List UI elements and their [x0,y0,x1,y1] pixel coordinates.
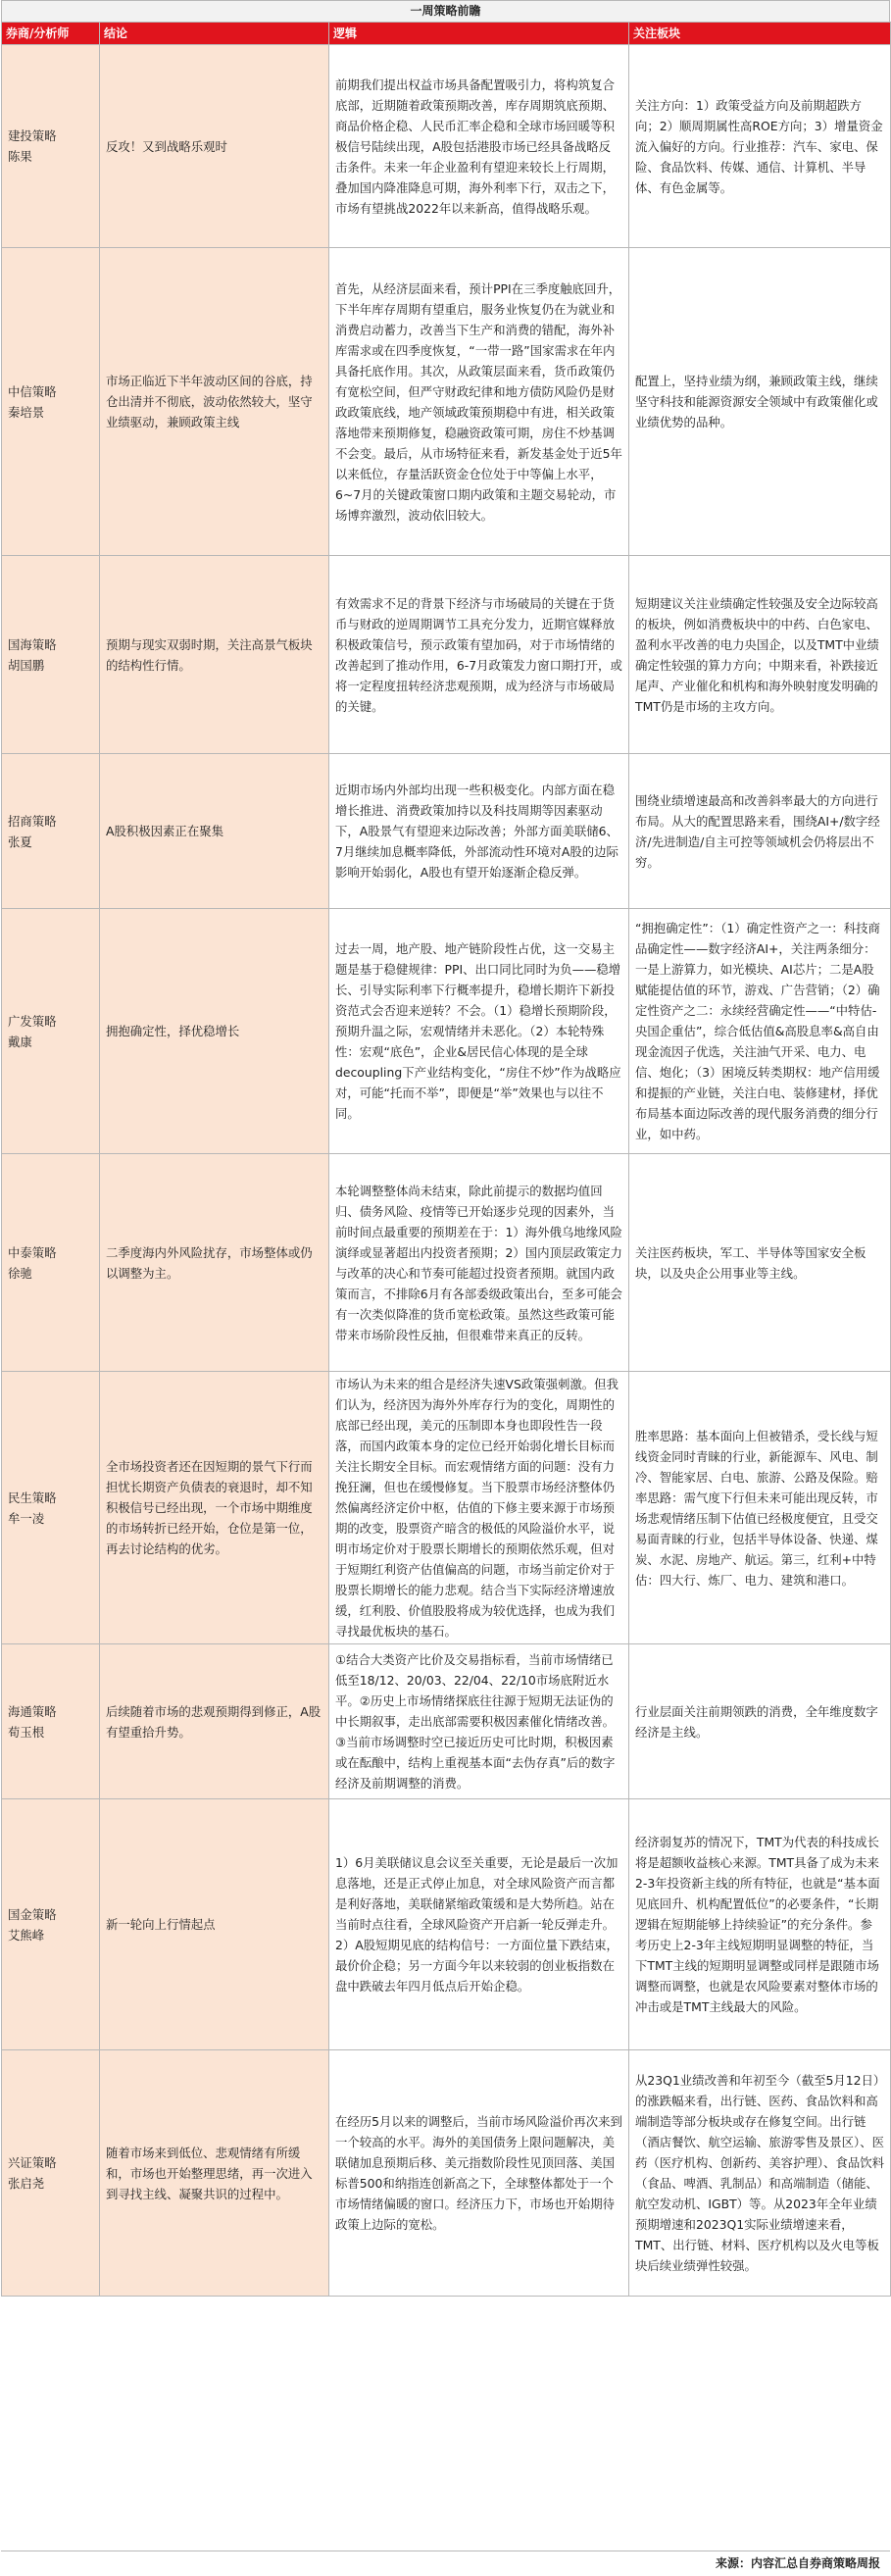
table-row [2,1372,891,1644]
broker-cell [2,1154,100,1372]
logic-cell: 1）6月美联储议息会议至关重要，无论是最后一次加息落地，还是正式停止加息，对全球风险资产而言都是利好落地，美联储紧缩政策缓和是大势所趋。站在当前时点往看，全球风险资产开启新一轮反弹走升。2）A股短期见底的结构信号：一方面位量下跌结束，最价价企稳；另一方面今年以来较弱的创业板指数在盘中跌破去年四月低点后开始企稳。 [329,1799,629,2050]
logic-cell: 本轮调整整体尚未结束，除此前提示的数据均值回归、债务风险、疫情等已开始逐步兑现的因素外，当前时间点最重要的预期差在于：1）海外俄乌地缘风险演绎或显著超出内投资者预期；2）国内顶层政策定力与改革的决心和节奏可能超过投资者预期。就国内政策而言，不排除6月有各部委级政策出台，至多可能会有一次类似降准的货币宽松政策。虽然这些政策可能带来市场阶段性反抽，但很难带来真正的反转。 [329,1154,629,1372]
broker-cell [2,1372,100,1644]
analyst-name: 张启尧 [8,2176,45,2191]
focus-cell: 围绕业绩增速最高和改善斜率最大的方向进行布局。从大的配置思路来看，围绕AI+/数字经济/先进制造/自主可控等领域机会仍将层出不穷。 [629,754,891,909]
broker-name: 国海策略 [8,636,57,652]
focus-cell: 从23Q1业绩改善和年初至今（截至5月12日）的涨跌幅来看，出行链、医药、食品饮料和高端制造等部分板块或存在修复空间。出行链（酒店餐饮、航空运输、旅游零售及景区）、医药（医疗机构、创新药、美容护理）、食品饮料（食品、啤酒、乳制品）和高端制造（储能、航空发动机、IGBT）等。从2023年全年业绩预期增速和2023Q1实际业绩增速来看，TMT、出行链、材料、医疗机构以及火电等板块后续业绩弹性较强。 [629,2050,891,2297]
analyst-name: 戴康 [8,1034,32,1049]
conclusion-cell: 二季度海内外风险扰存，市场整体或仍以调整为主。 [100,1154,329,1372]
analyst-name: 徐驰 [8,1265,32,1281]
conclusion-cell: 新一轮向上行情起点 [100,1799,329,2050]
logic-cell: 近期市场内外部均出现一些积极变化。内部方面在稳增长推进、消费政策加持以及科技周期等因素驱动下，A股景气有望迎来边际改善；外部方面美联储6、7月继续加息概率降低，外部流动性环境对A股的边际影响开始弱化，A股也有望开始逐渐企稳反弹。 [329,754,629,909]
broker-name: 国金策略 [8,1906,57,1922]
broker-cell [2,1799,100,2050]
broker-name: 兴证策略 [8,2155,57,2170]
broker-cell [2,248,100,556]
broker-cell [2,1644,100,1799]
table-row [2,556,891,754]
conclusion-cell: 全市场投资者还在因短期的景气下行而担忧长期资产负债表的衰退时，却不知积极信号已经出现，一个市场中期维度的市场转折已经开始，仓位是第一位，再去讨论结构的优劣。 [100,1372,329,1644]
conclusion-cell: 预期与现实双弱时期，关注高景气板块的结构性行情。 [100,556,329,754]
logic-cell: 首先，从经济层面来看，预计PPI在三季度触底回升，下半年库存周期有望重启，服务业恢复仍在为就业和消费启动蓄力，改善当下生产和消费的错配，海外补库需求或在四季度恢复，“一带一路”国家需求在年内具备托底作用。其次，从政策层面来看，货币政策仍有宽松空间，但严守财政纪律和地方债防风险仍是财政政策底线，地产领域政策预期稳中有进，相关政策落地带来预期修复，稳融资政策可期，房住不炒基调不会变。最后，从市场特征来看，新发基金处于近5年以来低位，存量活跃资金仓位处于中等偏上水平，6~7月的关键政策窗口期内政策和主题交易轮动，市场博弈激烈，波动依旧较大。 [329,248,629,556]
table-row [2,248,891,556]
broker-name: 民生策略 [8,1490,57,1505]
conclusion-cell: 市场正临近下半年波动区间的谷底，持仓出清并不彻底，波动依然较大，坚守业绩驱动，兼顾政策主线 [100,248,329,556]
header-broker: 券商/分析师 [2,23,100,45]
analyst-name: 胡国鹏 [8,657,45,673]
table-row [2,1644,891,1799]
header-focus: 关注板块 [629,23,891,45]
conclusion-cell: 反攻！又到战略乐观时 [100,45,329,248]
analyst-name: 荀玉根 [8,1724,45,1740]
logic-cell: 市场认为未来的组合是经济失速VS政策强刺激。但我们认为，经济因为海外外库存行为的变化，周期性的底部已经出现，美元的压制即本身也即段性告一段落，而国内政策本身的定位已经开始弱化增长目标而关注长期安全目标。而宏观情绪方面的问题：没有力挽狂澜，但也在缓慢修复。当下股票市场经济整体仍然偏离经济定价中枢，估值的下修主要来源于市场预期的改变，股票资产暗含的极低的风险溢价水平，说明市场定价对于股票长期增长的预期依然乐观，但对于短期红利资产估值偏高的问题，市场当前定价对于股票长期增长的能力悲观。结合当下实际经济增速放缓，红利股、价值股股将成为较优选择，也成为我们寻找最优板块的基石。 [329,1372,629,1644]
analyst-name: 牟一凌 [8,1510,45,1526]
broker-name: 海通策略 [8,1703,57,1719]
header-conclusion: 结论 [100,23,329,45]
focus-cell: “拥抱确定性”：（1）确定性资产之一：科技商品确定性——数字经济AI+，关注两条细分：一是上游算力，如光模块、AI芯片；二是A股赋能提估值的环节，游戏、广告营销；（2）确定性资产之二：永续经营确定性——“中特估-央国企重估”，综合低估值&高股息率&高自由现金流因子优选，关注油气开采、电力、电信、炮化；（3）困境反转类期权：地产信用缓和提振的产业链，关注白电、装修建材，择优布局基本面边际改善的现代服务消费的细分行业，如中药。 [629,909,891,1154]
broker-name: 建投策略 [8,128,57,143]
table-row [2,45,891,248]
conclusion-cell: 拥抱确定性，择优稳增长 [100,909,329,1154]
broker-cell [2,45,100,248]
logic-cell: 有效需求不足的背景下经济与市场破局的关键在于货币与财政的逆周期调节工具充分发力，近期官媒释放积极政策信号，预示政策有望加码，对于市场情绪的改善起到了推动作用，6-7月政策发力窗口期打开，或将一定程度扭转经济悲观预期，成为经济与市场破局的关键。 [329,556,629,754]
broker-cell [2,556,100,754]
analyst-name: 张夏 [8,833,32,849]
focus-cell: 配置上，坚持业绩为纲，兼顾政策主线，继续坚守科技和能源资源安全领域中有政策催化或业绩优势的品种。 [629,248,891,556]
source-footer: 来源：内容汇总自券商策略周报 [1,2551,890,2576]
analyst-name: 艾熊峰 [8,1927,45,1943]
broker-cell [2,909,100,1154]
analyst-name: 陈果 [8,149,32,164]
table-body [2,45,891,2297]
broker-name: 中信策略 [8,383,57,399]
table-row [2,1799,891,2050]
logic-cell: 过去一周，地产股、地产链阶段性占优，这一交易主题是基于稳健规律：PPI、出口同比同时为负——稳增长、引导实际利率下行概率提升，稳增长期许下新投资范式会否迎来逆转？不会。（1）稳增长预期阶段，预期升温之际，宏观情绪并未恶化。（2）本轮特殊性：宏观“底色”，企业&居民信心体现的是全球decoupling下产业结构变化，“房住不炒”作为战略应对，可能“托而不举”，即便是“举”效果也与以往不同。 [329,909,629,1154]
broker-name: 中泰策略 [8,1244,57,1260]
conclusion-cell: 后续随着市场的悲观预期得到修正，A股有望重拾升势。 [100,1644,329,1799]
focus-cell: 胜率思路：基本面向上但被错杀，受长线与短线资金同时青睐的行业，新能源车、风电、制冷、智能家居、白电、旅游、公路及保险。赔率思路：需气度下行但未来可能出现反转，市场悲观情绪压制下估值已经极度便宜，且受交易面青睐的行业，包括半导体设备、快递、煤炭、水泥、房地产、航运。第三，红利+中特估：四大行、炼厂、电力、建筑和港口。 [629,1372,891,1644]
broker-name: 招商策略 [8,813,57,829]
logic-cell: 前期我们提出权益市场具备配置吸引力，将构筑复合底部，近期随着政策预期改善，库存周期筑底预期、商品价格企稳、人民币汇率企稳和全球市场回暖等积极信号陆续出现，A股包括港股市场已经具备战略反击条件。未来一年企业盈利有望迎来较长上行周期，叠加国内降准降息可期，海外利率下行，双击之下，市场有望挑战2022年以来新高，值得战略乐观。 [329,45,629,248]
focus-cell: 关注医药板块，军工、半导体等国家安全板块，以及央企公用事业等主线。 [629,1154,891,1372]
focus-cell: 短期建议关注业绩确定性较强及安全边际较高的板块，例如消费板块中的中药、白色家电、盈利水平改善的电力央国企，以及TMT中业绩确定性较强的算力方向；中期来看，补跌接近尾声、产业催化和机构和海外映射度发明确的TMT仍是市场的主攻方向。 [629,556,891,754]
header-logic: 逻辑 [329,23,629,45]
table-header-row [2,23,891,45]
logic-cell: ①结合大类资产比价及交易指标看，当前市场情绪已低至18/12、20/03、22/04、22/10市场底附近水平。②历史上市场情绪探底往往源于短期无法证伪的中长期叙事，走出底部需要积极因素催化情绪改善。③当前市场调整时空已接近历史可比时期，积极因素或在酝酿中，结构上重视基本面“去伪存真”后的数字经济及前期调整的消费。 [329,1644,629,1799]
conclusion-cell: A股积极因素正在聚集 [100,754,329,909]
analyst-name: 秦培景 [8,404,45,420]
table-row [2,909,891,1154]
logic-cell: 在经历5月以来的调整后，当前市场风险溢价再次来到一个较高的水平。海外的美国债务上限问题解决，美联储加息预期后移、美元指数阶段性见顶回落、美国标普500和纳指连创新高之下，全球整体都处于一个市场情绪偏暖的窗口。经济压力下，市场也开始期待政策上边际的宽松。 [329,2050,629,2297]
broker-name: 广发策略 [8,1013,57,1029]
conclusion-cell: 随着市场来到低位、悲观情绪有所缓和，市场也开始整理思绪，再一次进入到寻找主线、凝聚共识的过程中。 [100,2050,329,2297]
table-row [2,2050,891,2297]
broker-cell [2,2050,100,2297]
focus-cell: 经济弱复苏的情况下，TMT为代表的科技成长将是超额收益核心来源。TMT具备了成为未来2-3年投资新主线的所有特征，也就是“基本面见底回升、机构配置低位”的必要条件，“长期逻辑在短期能够上持续验证”的充分条件。参考历史上2-3年主线短期明显调整的特征，当下TMT主线的短期明显调整或同样是跟随市场调整而调整，也就是农风险要素对整体市场的冲击或是TMT主线最大的风险。 [629,1799,891,2050]
focus-cell: 关注方向：1）政策受益方向及前期超跌方向；2）顺周期属性高ROE方向；3）增量资金流入偏好的方向。行业推荐：汽车、家电、保险、食品饮料、传媒、通信、计算机、半导体、有色金属等。 [629,45,891,248]
table-row [2,1154,891,1372]
table-row [2,754,891,909]
page-title: 一周策略前瞻 [1,0,890,22]
focus-cell: 行业层面关注前期领跌的消费，全年维度数字经济是主线。 [629,1644,891,1799]
broker-cell [2,754,100,909]
strategy-table [1,22,891,2297]
